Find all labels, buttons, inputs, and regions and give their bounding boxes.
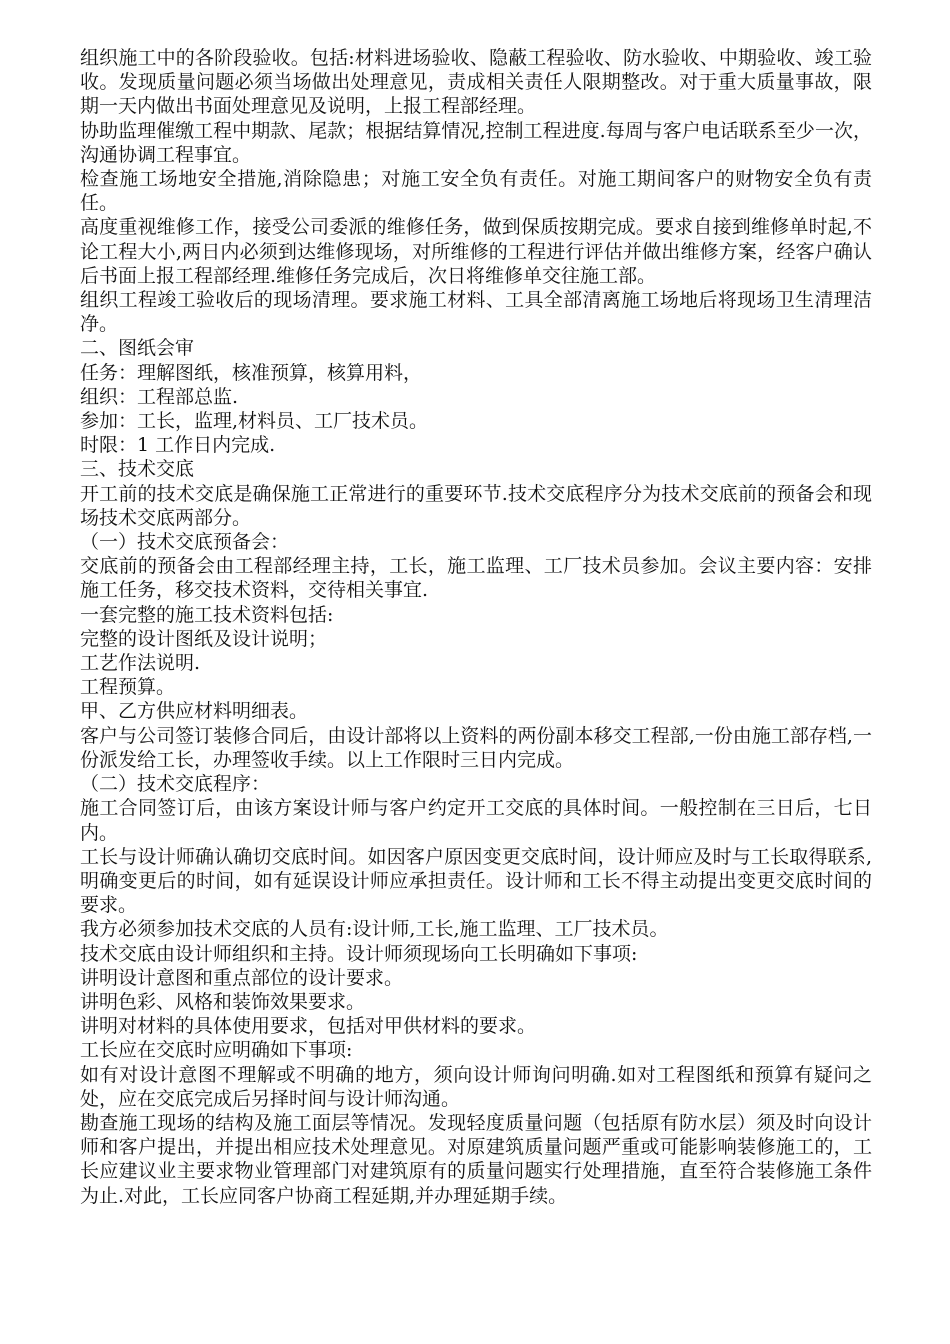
paragraph-payment-collection: 协助监理催缴工程中期款、尾款；根据结算情况,控制工程进度.每周与客户电话联系至少一次，沟通协调工程事宜。: [80, 119, 872, 166]
paragraph-time-confirmation: 工长与设计师确认确切交底时间。如因客户原因变更交底时间，设计师应及时与工长取得联系,明确变更后的时间，如有延误设计师应承担责任。设计师和工长不得主动提出变更交底时间的要求。: [80, 845, 872, 917]
section-heading-technical-briefing: 三、技术交底: [80, 458, 195, 481]
list-item-clarify-questions: 如有对设计意图不理解或不明确的地方，须向设计师询问明确.如对工程图纸和预算有疑问之处，应在交底完成后另择时间与设计师沟通。: [80, 1063, 872, 1110]
list-item-color-style: 讲明色彩、风格和装饰效果要求。: [80, 990, 366, 1013]
list-item-material-usage: 讲明对材料的具体使用要求，包括对甲供材料的要求。: [80, 1015, 537, 1038]
list-item-material-list: 甲、乙方供应材料明细表。: [80, 700, 309, 723]
subheading-preparatory-meeting: （一）技术交底预备会：: [80, 531, 290, 554]
drawing-review-task: 任务：理解图纸，核准预算，核算用料，: [80, 361, 423, 384]
drawing-review-organizer: 组织：工程部总监.: [80, 385, 239, 408]
paragraph-foreman-items: 工长应在交底时应明确如下事项:: [80, 1039, 353, 1062]
paragraph-preparatory-meeting: 交底前的预备会由工程部经理主持，工长，施工监理、工厂技术员参加。会议主要内容：安排施工任务，移交技术资料，交待相关事宜.: [80, 555, 872, 602]
list-item-budget: 工程预算。: [80, 676, 176, 699]
document-body: [80, 46, 872, 1208]
paragraph-technical-documents: 一套完整的施工技术资料包括:: [80, 603, 334, 626]
list-item-site-survey: 勘查施工现场的结构及施工面层等情况。发现轻度质量问题（包括原有防水层）须及时向设计师和客户提出，并提出相应技术处理意见。对原建筑质量问题严重或可能影响装修施工的，工长应建议业主要求物业管理部门对建筑原有的质量问题实行处理措施，直至符合装修施工条件为止.对此，工长应同客户协商工程延期,并办理延期手续。: [80, 1111, 872, 1207]
section-heading-drawing-review: 二、图纸会审: [80, 337, 195, 360]
paragraph-stage-acceptance: 组织施工中的各阶段验收。包括:材料进场验收、隐蔽工程验收、防水验收、中期验收、竣工验收。发现质量问题必须当场做出处理意见，责成相关责任人限期整改。对于重大质量事故，限期一天内做出书面处理意见及说明，上报工程部经理。: [80, 47, 872, 118]
drawing-review-time-limit: 时限：1 工作日内完成.: [80, 434, 276, 457]
paragraph-maintenance: 高度重视维修工作，接受公司委派的维修任务，做到保质按期完成。要求自接到维修单时起,不论工程大小,两日内必须到达维修现场，对所维修的工程进行评估并做出维修方案，经客户确认后书面上报工程部经理.维修任务完成后，次日将维修单交往施工部。: [80, 216, 872, 287]
paragraph-attendees: 我方必须参加技术交底的人员有:设计师,工长,施工监理、工厂技术员。: [80, 918, 669, 941]
list-item-process-notes: 工艺作法说明.: [80, 652, 201, 675]
list-item-design-intent: 讲明设计意图和重点部位的设计要求。: [80, 966, 404, 989]
paragraph-designer-items: 技术交底由设计师组织和主持。设计师须现场向工长明确如下事项:: [80, 942, 638, 965]
paragraph-site-cleanup: 组织工程竣工验收后的现场清理。要求施工材料、工具全部清离施工场地后将现场卫生清理洁净。: [80, 289, 872, 336]
paragraph-briefing-intro: 开工前的技术交底是确保施工正常进行的重要环节.技术交底程序分为技术交底前的预备会和现场技术交底两部分。: [80, 482, 872, 529]
paragraph-briefing-schedule: 施工合同签订后，由该方案设计师与客户约定开工交底的具体时间。一般控制在三日后，七日内。: [80, 797, 872, 844]
drawing-review-participants: 参加：工长，监理,材料员、工厂技术员。: [80, 410, 429, 433]
paragraph-site-safety: 检查施工场地安全措施,消除隐患；对施工安全负有责任。对施工期间客户的财物安全负有责任。: [80, 168, 872, 215]
list-item-design-drawings: 完整的设计图纸及设计说明；: [80, 627, 328, 650]
subheading-briefing-procedure: （二）技术交底程序：: [80, 773, 271, 796]
paragraph-document-transfer: 客户与公司签订装修合同后，由设计部将以上资料的两份副本移交工程部,一份由施工部存档,一份派发给工长，办理签收手续。以上工作限时三日内完成。: [80, 724, 872, 771]
